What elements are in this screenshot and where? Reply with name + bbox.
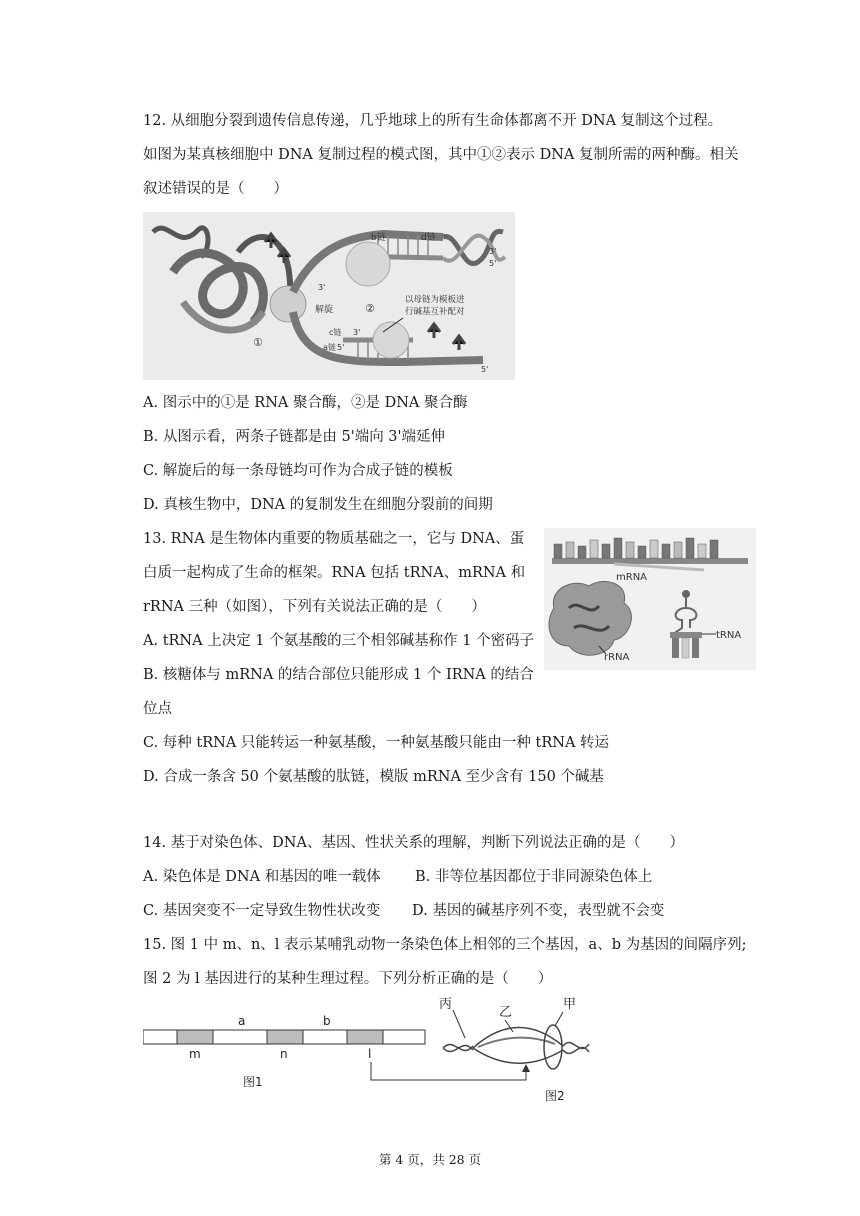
q13-stem-line-2: 白质一起构成了生命的框架。RNA 包括 tRNA、mRNA 和 — [143, 565, 526, 581]
end-3-c: 3' — [353, 328, 361, 337]
q14-option-b: B. 非等位基因都位于非同源染色体上 — [415, 869, 653, 885]
trna-label: tRNA — [716, 630, 742, 641]
end-5-top: 5' — [489, 259, 497, 268]
unwind-label: 解旋 — [315, 305, 334, 315]
enzyme-2-label: ② — [365, 302, 375, 315]
fig2-label: 图2 — [545, 1089, 565, 1103]
q15-stem-line-2: 图 2 为 l 基因进行的某种生理过程。下列分析正确的是（ ） — [143, 971, 553, 987]
q12-stem-line-3: 叙述错误的是（ ） — [143, 181, 288, 197]
gene-l-label: l — [368, 1047, 372, 1061]
q14-stem: 14. 基于对染色体、DNA、基因、性状关系的理解，判断下列说法正确的是（ ） — [143, 835, 684, 851]
q12-option-a: A. 图示中的①是 RNA 聚合酶，②是 DNA 聚合酶 — [143, 395, 468, 411]
gene-m-label: m — [189, 1047, 201, 1061]
q14-option-d: D. 基因的碱基序列不变，表型就不会变 — [412, 903, 665, 919]
interval-a-label: a — [238, 1014, 246, 1028]
enzyme-1-label: ① — [253, 336, 263, 349]
q13-stem-line-1: 13. RNA 是生物体内重要的物质基础之一，它与 DNA、蛋 — [143, 531, 525, 547]
end-5-bottom: 5' — [481, 365, 489, 374]
jia-label: 甲 — [563, 997, 577, 1012]
a-chain-label: a链 — [323, 343, 336, 352]
d-chain-label: d链 — [421, 233, 436, 243]
q13-option-b-cont: 位点 — [143, 701, 172, 717]
b-chain-label: b链 — [371, 233, 386, 243]
q14-option-c: C. 基因突变不一定导致生物性状改变 — [143, 903, 381, 919]
q13-option-a: A. tRNA 上决定 1 个氨基酸的三个相邻碱基称作 1 个密码子 — [143, 633, 535, 649]
end-3-mid: 3' — [318, 283, 326, 292]
q13-stem-line-3: rRNA 三种（如图），下列有关说法正确的是（ ） — [143, 599, 486, 615]
q12-option-c: C. 解旋后的每一条母链均可作为合成子链的模板 — [143, 463, 453, 479]
fig1-label: 图1 — [243, 1075, 263, 1089]
q13-option-b: B. 核糖体与 mRNA 的结合部位只能形成 1 个 IRNA 的结合 — [143, 667, 534, 683]
q13-option-c: C. 每种 tRNA 只能转运一种氨基酸，一种氨基酸只能由一种 tRNA 转运 — [143, 735, 610, 751]
q12-stem-line-2: 如图为某真核细胞中 DNA 复制过程的模式图，其中①②表示 DNA 复制所需的两种酶。相关 — [143, 147, 739, 163]
bing-label: 丙 — [439, 997, 453, 1012]
mrna-label: mRNA — [616, 572, 648, 583]
template-note-1: 以母链为模板进 — [405, 295, 465, 305]
q12-stem-line-1: 12. 从细胞分裂到遗传信息传递，几乎地球上的所有生命体都离不开 DNA 复制这个过程。 — [143, 113, 723, 129]
gene-n-label: n — [280, 1047, 288, 1061]
q15-stem-line-1: 15. 图 1 中 m、n、l 表示某哺乳动物一条染色体上相邻的三个基因，a、b 为基因的间隔序列; — [143, 937, 747, 953]
q12-option-d: D. 真核生物中，DNA 的复制发生在细胞分裂前的间期 — [143, 497, 493, 513]
end-5-left: 5' — [337, 343, 345, 352]
page-footer: 第 4 页，共 28 页 — [378, 1152, 482, 1167]
template-note-2: 行碱基互补配对 — [405, 307, 465, 317]
yi-label: 乙 — [499, 1005, 513, 1020]
q14-option-a: A. 染色体是 DNA 和基因的唯一载体 — [143, 869, 381, 885]
c-chain-label: c链 — [329, 328, 342, 337]
gene-figure — [143, 996, 595, 1108]
q13-option-d: D. 合成一条含 50 个氨基酸的肽链，模版 mRNA 至少含有 150 个碱基 — [143, 769, 604, 785]
end-3-top: 3' — [489, 247, 497, 256]
rrna-label: rRNA — [604, 652, 630, 663]
dna-replication-figure — [143, 212, 515, 380]
q12-option-b: B. 从图示看，两条子链都是由 5'端向 3'端延伸 — [143, 429, 446, 445]
interval-b-label: b — [323, 1014, 331, 1028]
rna-types-figure — [544, 528, 756, 670]
